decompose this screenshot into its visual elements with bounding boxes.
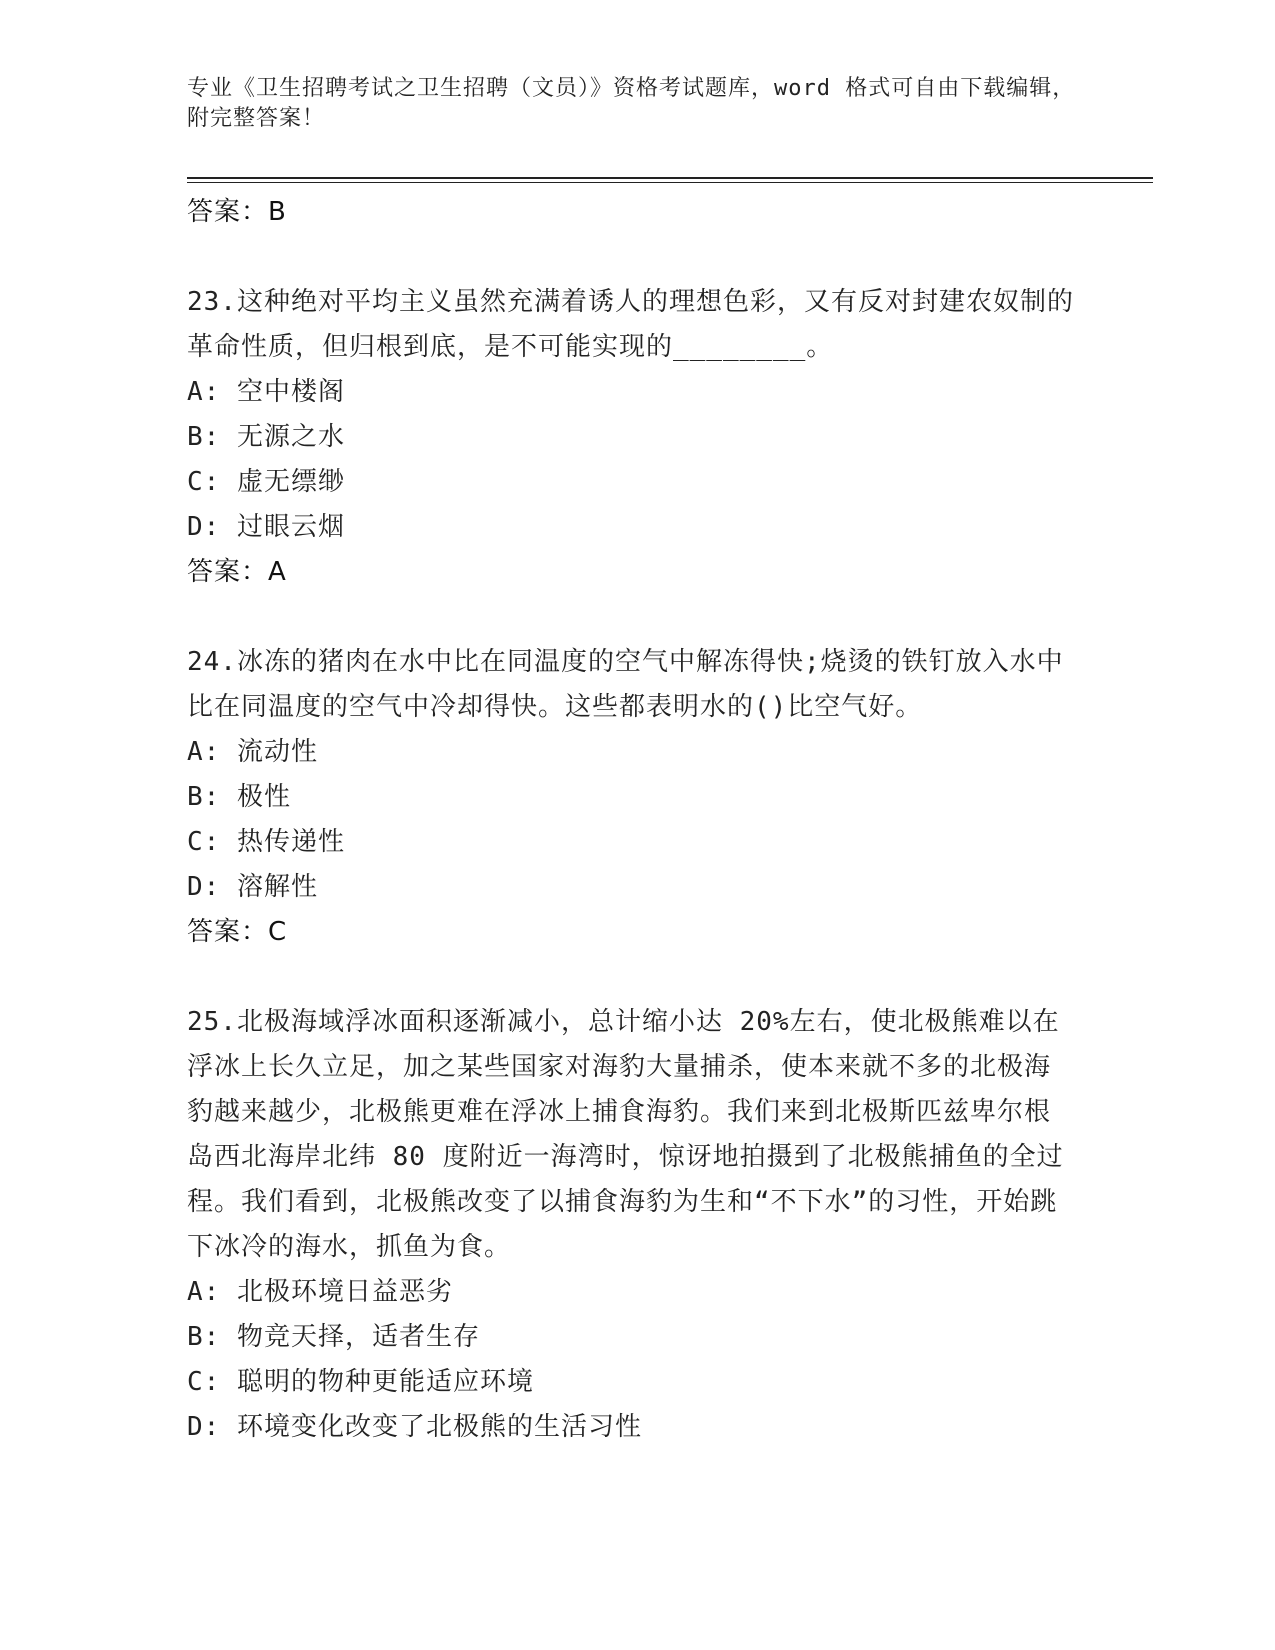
option-a: A: 流动性 [187,737,318,767]
question-stem: 24.冰冻的猪肉在水中比在同温度的空气中解冻得快;烧烫的铁钉放入水中比在同温度的空气中冷却得快。这些都表明水的()比空气好。 [187,647,1064,722]
option-d: D: 环境变化改变了北极熊的生活习性 [187,1412,642,1442]
question-25 [187,1000,1077,1450]
previous-answer: 答案：B [187,197,287,227]
option-b: B: 极性 [187,782,291,812]
option-d: D: 过眼云烟 [187,512,345,542]
option-c: C: 虚无缥缈 [187,467,345,497]
option-a: A: 北极环境日益恶劣 [187,1277,453,1307]
question-stem: 25.北极海域浮冰面积逐渐减小，总计缩小达 20%左右，使北极熊难以在浮冰上长久立足，加之某些国家对海豹大量捕杀，使本来就不多的北极海豹越来越少，北极熊更难在浮冰上捕食海豹。我们来到北极斯匹兹卑尔根岛西北海岸北纬 80 度附近一海湾时，惊讶地拍摄到了北极熊捕鱼的全过程。我们看到，北极熊改变了以捕食海豹为生和“不下水”的习性，开始跳下冰冷的海水，抓鱼为食。 [187,1007,1064,1262]
option-d: D: 溶解性 [187,872,318,902]
question-list [187,190,1077,1450]
question-answer: 答案：C [187,917,288,947]
option-a: A: 空中楼阁 [187,377,345,407]
question-23 [187,280,1077,594]
question-answer: 答案：A [187,557,287,587]
document-header: 专业《卫生招聘考试之卫生招聘（文员）》资格考试题库，word 格式可自由下载编辑，附完整答案！ [187,76,1076,131]
header-divider-thick [187,177,1153,179]
option-b: B: 物竞天择，适者生存 [187,1322,480,1352]
option-c: C: 聪明的物种更能适应环境 [187,1367,534,1397]
option-c: C: 热传递性 [187,827,345,857]
option-b: B: 无源之水 [187,422,345,452]
question-stem: 23.这种绝对平均主义虽然充满着诱人的理想色彩，又有反对封建农奴制的革命性质，但归根到底，是不可能实现的________。 [187,287,1074,362]
question-24 [187,640,1077,954]
header-divider-thin [187,182,1153,183]
